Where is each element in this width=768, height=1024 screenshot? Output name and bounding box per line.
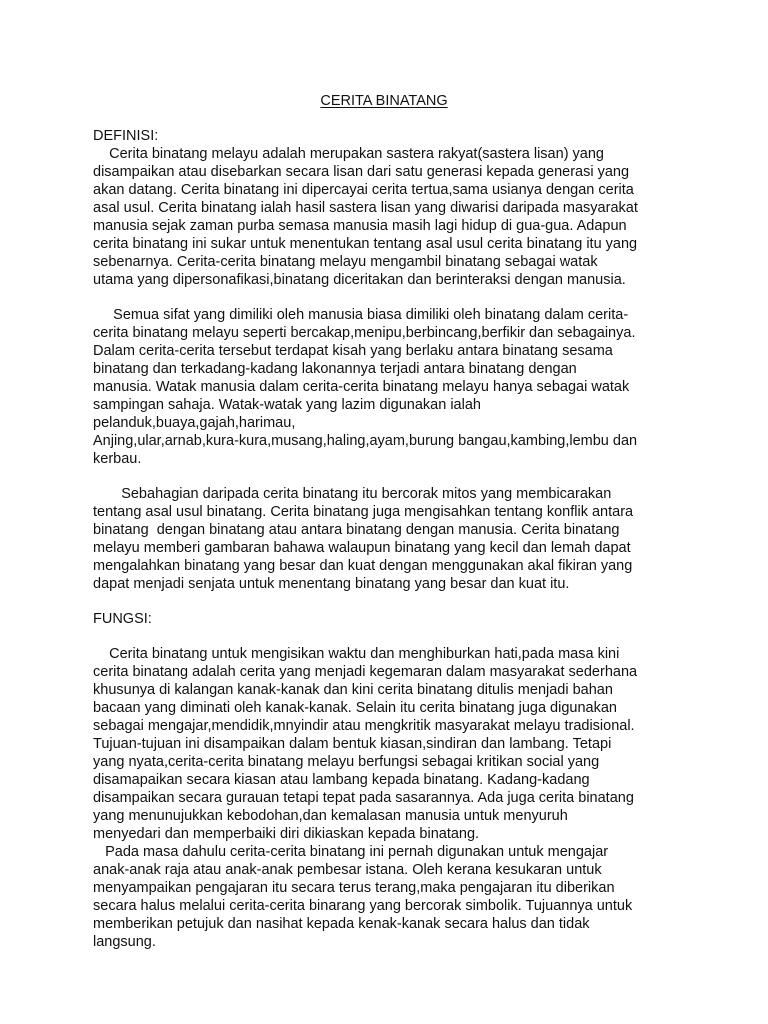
text-line: binatang dengan binatang atau antara binatang dengan manusia. Cerita binatang xyxy=(93,522,620,538)
text-line: asal usul. Cerita binatang ialah hasil sastera lisan yang diwarisi daripada masyarakat xyxy=(93,200,638,216)
text-line: yang nyata,cerita-cerita binatang melayu berfungsi sebagai kritikan social yang xyxy=(93,754,600,770)
text-line: anak-anak raja atau anak-anak pembesar istana. Oleh kerana kesukaran untuk xyxy=(93,862,602,878)
text-line: memberikan petujuk dan nasihat kepada kenak-kanak secara halus dan tidak xyxy=(93,916,590,932)
text-line: tentang asal usul binatang. Cerita binatang juga mengisahkan tentang konflik antara xyxy=(93,504,634,520)
text-line: binatang dan terkadang-kadang lakonannya terjadi antara binatang dengan xyxy=(93,361,577,377)
text-line: secara halus melalui cerita-cerita binarang yang bercorak simbolik. Tujuannya untuk xyxy=(93,898,633,914)
text-line: Cerita binatang melayu adalah merupakan sastera rakyat(sastera lisan) yang xyxy=(93,146,604,162)
text-line: yang menunujukkan kebodohan,dan kemalasan manusia untuk menyuruh xyxy=(93,808,568,824)
text-line: cerita binatang melayu seperti bercakap,menipu,berbincang,berfikir dan sebagainya. xyxy=(93,325,636,341)
text-line: sebagai mengajar,mendidik,mnyindir atau mengkritik masyarakat melayu tradisional. xyxy=(93,718,635,734)
text-line: disamapaikan secara kiasan atau lambang kepada binatang. Kadang-kadang xyxy=(93,772,590,788)
text-line: dapat menjadi senjata untuk menentang binatang yang besar dan kuat itu. xyxy=(93,576,570,592)
text-line: Anjing,ular,arnab,kura-kura,musang,haling,ayam,burung bangau,kambing,lembu dan xyxy=(93,433,638,449)
text-line: Cerita binatang untuk mengisikan waktu dan menghiburkan hati,pada masa kini xyxy=(93,646,620,662)
text-line: langsung. xyxy=(93,934,156,950)
text-line: cerita binatang adalah cerita yang menjadi kegemaran dalam masyarakat sederhana xyxy=(93,664,638,680)
text-line: Dalam cerita-cerita tersebut terdapat kisah yang berlaku antara binatang sesama xyxy=(93,343,613,359)
document-title: CERITA BINATANG xyxy=(320,93,448,109)
text-line: mengalahkan binatang yang besar dan kuat dengan menggunakan akal fikiran yang xyxy=(93,558,633,574)
text-line: Pada masa dahulu cerita-cerita binatang ini pernah digunakan untuk mengajar xyxy=(93,844,609,860)
text-line: sebenarnya. Cerita-cerita binatang melayu mengambil binatang sebagai watak xyxy=(93,254,598,270)
text-line: pelanduk,buaya,gajah,harimau, xyxy=(93,415,296,431)
text-line: FUNGSI: xyxy=(93,611,152,627)
text-line: Semua sifat yang dimiliki oleh manusia biasa dimiliki oleh binatang dalam cerita- xyxy=(93,307,629,323)
text-line: khusunya di kalangan kanak-kanak dan kini cerita binatang ditulis menjadi bahan xyxy=(93,682,613,698)
text-line: sampingan sahaja. Watak-watak yang lazim digunakan ialah xyxy=(93,397,481,413)
text-line: manusia sejak zaman purba semasa manusia masih lagi hidup di gua-gua. Adapun xyxy=(93,218,627,234)
text-line: bacaan yang diminati oleh kanak-kanak. Selain itu cerita binatang juga digunakan xyxy=(93,700,617,716)
text-line: Sebahagian daripada cerita binatang itu bercorak mitos yang membicarakan xyxy=(93,486,612,502)
text-line: menyampaikan pengajaran itu secara terus terang,maka pengajaran itu diberikan xyxy=(93,880,615,896)
text-line: cerita binatang ini sukar untuk menentukan tentang asal usul cerita binatang itu yang xyxy=(93,236,638,252)
text-line: kerbau. xyxy=(93,451,142,467)
text-line: manusia. Watak manusia dalam cerita-cerita binatang melayu hanya sebagai watak xyxy=(93,379,630,395)
text-line: DEFINISI: xyxy=(93,128,159,144)
text-line: Tujuan-tujuan ini disampaikan dalam bentuk kiasan,sindiran dan lambang. Tetapi xyxy=(93,736,612,752)
text-line: menyedari dan memperbaiki diri dikiaskan kepada binatang. xyxy=(93,826,480,842)
text-line: disampaikan secara gurauan tetapi tepat pada sasarannya. Ada juga cerita binatang xyxy=(93,790,634,806)
text-line: disampaikan atau disebarkan secara lisan dari satu generasi kepada generasi yang xyxy=(93,164,630,180)
text-line: utama yang dipersonafikasi,binatang diceritakan dan berinteraksi dengan manusia. xyxy=(93,272,626,288)
text-line: akan datang. Cerita binatang ini dipercayai cerita tertua,sama usianya dengan cerita xyxy=(93,182,634,198)
text-line: melayu memberi gambaran bahawa walaupun binatang yang kecil dan lemah dapat xyxy=(93,540,631,556)
